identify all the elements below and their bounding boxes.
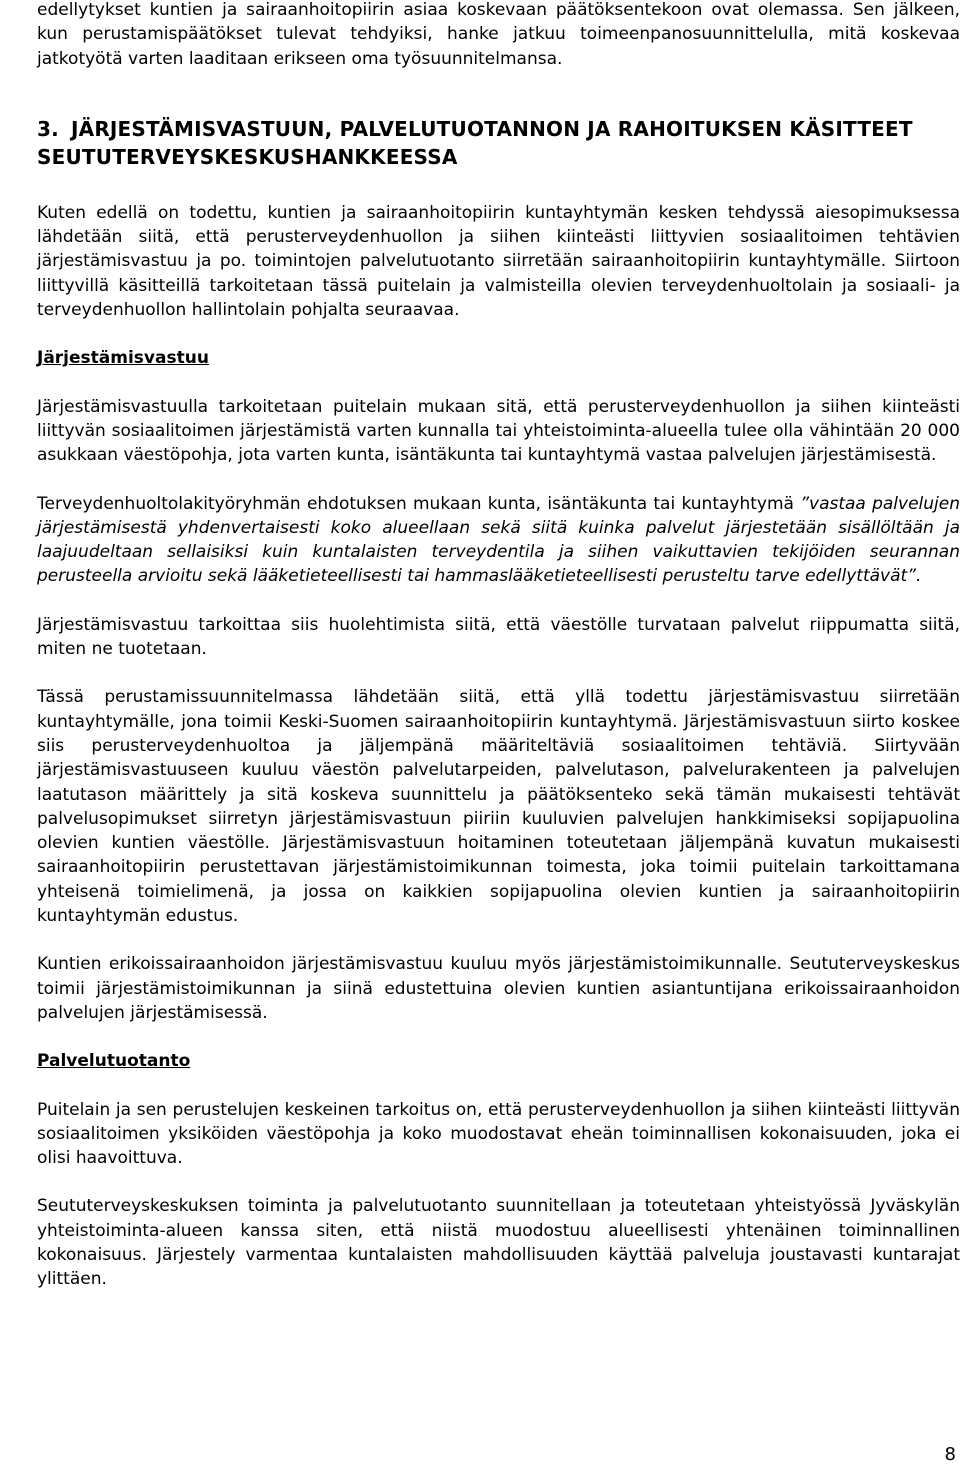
paragraph-3-lead: Terveydenhuoltolakityöryhmän ehdotuksen mukaan kunta, isäntäkunta tai kuntayhtymä [37, 493, 794, 514]
intro-paragraph: edellytykset kuntien ja sairaanhoitopiirin asiaa koskevaan päätöksentekoon ovat olemassa. Sen jälkeen, kun perustamispäätökset tulevat tehdyiksi, hanke jatkuu toimeenpanosuunnittelulla, mitä koskevaa jatkotyötä varten laaditaan erikseen oma työsuunnitelmansa. [37, 0, 960, 69]
section-number: 3. [37, 116, 59, 141]
paragraph-6: Kuntien erikoissairaanhoidon järjestämisvastuu kuuluu myös järjestämistoimikunnalle. Seututerveyskeskus toimii järjestämistoimikunnan ja siinä edustettuina olevien kuntien asiantuntijana erikoissairaanhoidon palvelujen järjestämisessä. [37, 954, 960, 1023]
paragraph-1: Kuten edellä on todettu, kuntien ja sairaanhoitopiirin kuntayhtymän kesken tehdyssä aiesopimuksessa lähdetään siitä, että perusterveydenhuollon ja siihen kiinteästi liittyvien sosiaalitoimen tehtävien järjestämisvastuu ja po. toimintojen palvelutuotanto siirretään sairaanhoitopiirin kuntayhtymälle. Siirtoon liittyvillä käsitteillä tarkoitetaan tässä puitelain ja valmisteilla olevien terveydenhuoltolain ja sosiaali- ja terveydenhuollon hallintolain pohjalta seuraavaa. [37, 202, 960, 321]
paragraph-8: Seututerveyskeskuksen toiminta ja palvelutuotanto suunnitellaan ja toteutetaan yhteistyössä Jyväskylän yhteistoiminta-alueen kanssa siten, että niistä muodostuu alueellisesti yhtenäinen toiminnallinen kokonaisuus. Järjestely varmentaa kuntalaisten mahdollisuuden käyttää palveluja joustavasti kuntarajat ylittäen. [37, 1196, 960, 1290]
paragraph-5: Tässä perustamissuunnitelmassa lähdetään siitä, että yllä todettu järjestämisvastuu siirretään kuntayhtymälle, jona toimii Keski-Suomen sairaanhoitopiirin kuntayhtymä. Järjestämisvastuun siirto koskee siis perusterveydenhuoltoa ja jäljempänä määriteltäviä sosiaalitoimen tehtäviä. Siirtyvään järjestämisvastuuseen kuuluu väestön palvelutarpeiden, palvelutason, palvelurakenteen ja palvelujen laatutason määrittely ja sitä koskeva suunnittelu ja päätöksenteko sekä tämän mukaisesti tehtävät palvelusopimukset siirretyn järjestämisvastuun piiriin kuuluvien palvelujen hankkimiseksi sopijapuolina olevien kuntien väestölle. Järjestämisvastuun hoitaminen toteutetaan jäljempänä kuvatun mukaisesti sairaanhoitopiirin perustettavan järjestämistoimikunnan toimesta, joka toimii puitelain tarkoittamana yhteisenä toimielimenä, ja jossa on kaikkien sopijapuolina olevien kuntien ja sairaanhoitopiirin kuntayhtymän edustus. [37, 687, 960, 927]
paragraph-4: Järjestämisvastuu tarkoittaa siis huolehtimista siitä, että väestölle turvataan palvelut riippumatta siitä, miten ne tuotetaan. [37, 614, 960, 660]
paragraph-3-quote: ”vastaa palvelujen järjestämisestä yhdenvertaisesti koko alueellaan sekä siitä kuinka palvelut järjestetään sisällöltään ja laajuudeltaan sellaisiksi kuin kuntalaisten terveydentila ja siihen vaikuttavien tekijöiden seurannan perusteella arvioitu sekä lääketieteellisesti tai hammaslääketieteellisesti perusteltu tarve edellyttävät”. [37, 493, 960, 587]
subheading-palvelutuotanto: Palvelutuotanto [37, 1051, 191, 1072]
section-heading [37, 115, 960, 171]
page-number: 8 [944, 1444, 956, 1465]
paragraph-7: Puitelain ja sen perustelujen keskeinen tarkoitus on, että perusterveydenhuollon ja siihen kiinteästi liittyvän sosiaalitoimen yksiköiden väestöpohja ja koko muodostavat eheän toiminnallisen kokonaisuuden, joka ei olisi haavoittuva. [37, 1099, 960, 1169]
subheading-jarjestamisvastuu: Järjestämisvastuu [37, 348, 209, 369]
paragraph-2: Järjestämisvastuulla tarkoitetaan puitelain mukaan sitä, että perusterveydenhuollon ja siihen kiinteästi liittyvän sosiaalitoimen järjestämistä varten kunnalla tai yhteistoiminta-alueella tulee olla vähintään 20 000 asukkaan väestöpohja, jota varten kunta, isäntäkunta tai kuntayhtymä vastaa palvelujen järjestämisestä. [37, 396, 960, 466]
section-title: JÄRJESTÄMISVASTUUN, PALVELUTUOTANNON JA RAHOITUKSEN KÄSITTEET SEUTUTERVEYSKESKUSHANKKEESSA [37, 116, 913, 169]
document-page [37, 0, 960, 1292]
paragraph-3 [37, 492, 960, 589]
